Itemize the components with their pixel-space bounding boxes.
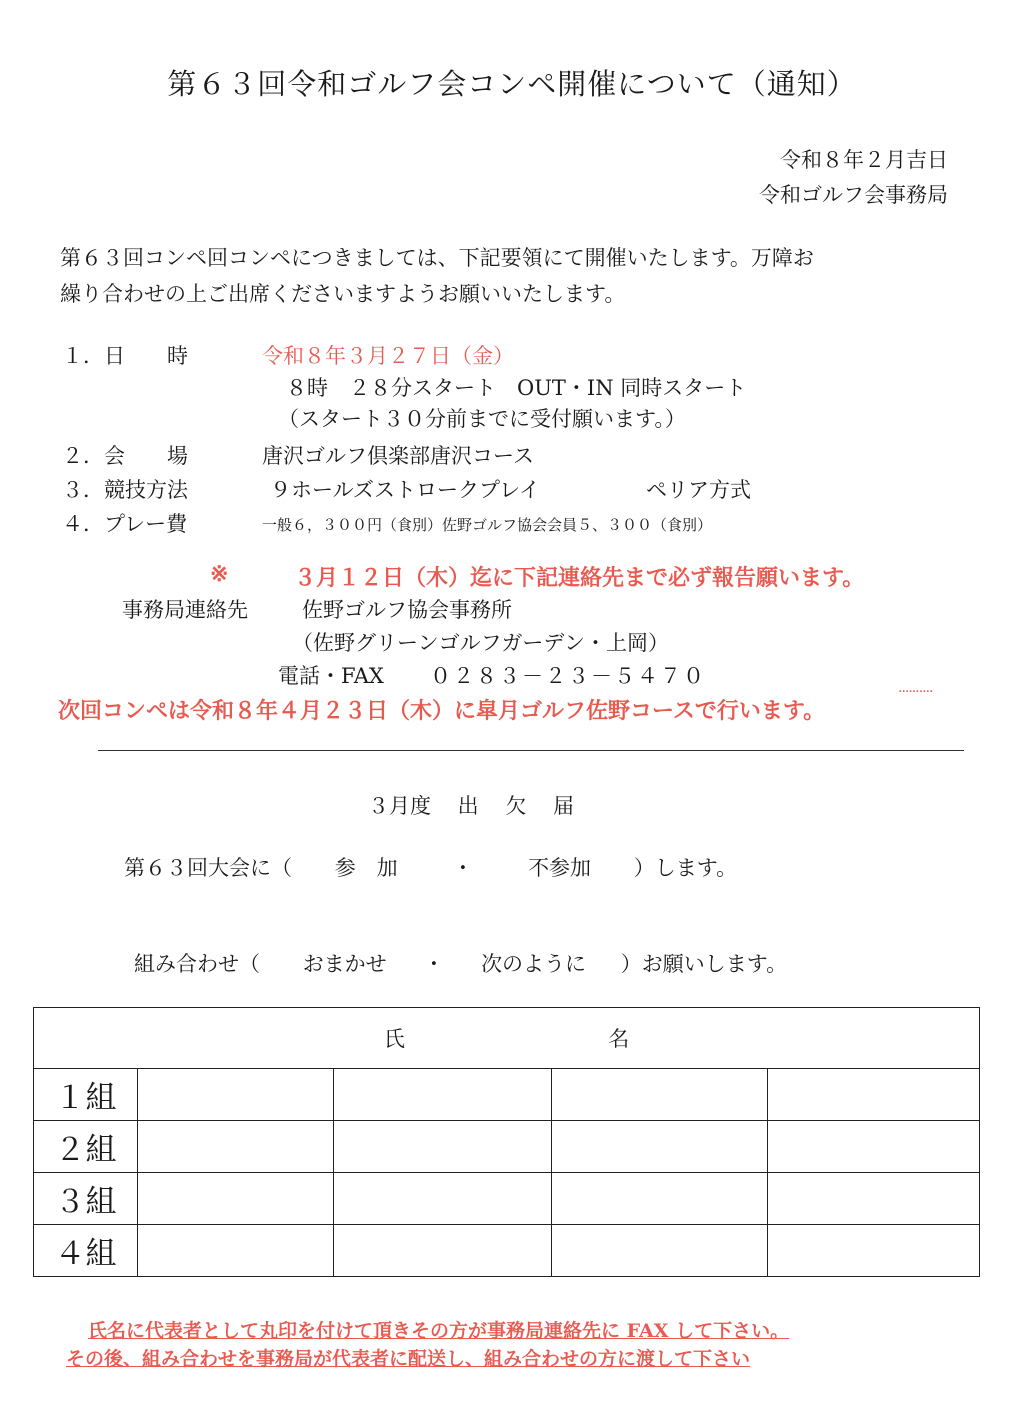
grouping-line: [134, 948, 787, 978]
contact-phone: ０２８３－２３－５４７０: [430, 664, 706, 688]
cut-line-divider: [98, 750, 964, 751]
name-cell[interactable]: [768, 1069, 980, 1121]
name-cell[interactable]: [334, 1225, 552, 1277]
table-header-surname: 氏: [383, 1027, 405, 1051]
item-venue: [0, 440, 1024, 476]
notice-mark: ※: [210, 561, 229, 587]
name-cell[interactable]: [334, 1173, 552, 1225]
name-cell[interactable]: [138, 1173, 334, 1225]
name-cell[interactable]: [552, 1225, 768, 1277]
table-row: [34, 1069, 980, 1121]
group-label: ３組: [34, 1173, 138, 1225]
item-start-time: ８時 ２８分スタート OUT・IN 同時スタート: [286, 376, 747, 400]
grouping-table: [33, 1007, 980, 1277]
issue-date: 令和８年２月吉日: [780, 148, 948, 172]
group-label: １組: [34, 1069, 138, 1121]
grouping-prefix: 組み合わせ（: [134, 952, 260, 976]
contact-phone-label: 電話・FAX: [278, 664, 384, 688]
form-title: ３月度 出 欠 届: [368, 794, 575, 818]
grouping-suffix: ）お願いします。: [620, 952, 788, 976]
attendance-line: [124, 852, 737, 882]
grouping-manual-option[interactable]: 次のように: [481, 952, 587, 976]
item-fee-value: 一般６，３００円（食別）佐野ゴルフ協会会員５、３００（食別）: [262, 516, 713, 534]
name-cell[interactable]: [334, 1121, 552, 1173]
item-venue-value: 唐沢ゴルフ倶楽部唐沢コース: [262, 444, 534, 468]
issuer: 令和ゴルフ会事務局: [759, 183, 948, 207]
footer-note-2: その後、組み合わせを事務局が代表者に配送し、組み合わせの方に渡して下さい: [66, 1348, 751, 1370]
attendance-prefix: 第６３回大会に（: [124, 856, 292, 880]
notice-deadline: ３月１２日（木）迄に下記連絡先まで必ず報告願います。: [294, 565, 865, 591]
name-cell[interactable]: [334, 1069, 552, 1121]
name-cell[interactable]: [768, 1121, 980, 1173]
item-venue-label: ２．会 場: [62, 444, 188, 468]
item-fee: [0, 508, 1024, 544]
page-title: 第６３回令和ゴルフ会コンペ開催について（通知）: [167, 67, 857, 101]
name-cell[interactable]: [138, 1121, 334, 1173]
group-label: ２組: [34, 1121, 138, 1173]
not-attend-option[interactable]: 不参加: [528, 856, 592, 880]
name-cell[interactable]: [138, 1225, 334, 1277]
grouping-auto-option[interactable]: おまかせ: [302, 952, 387, 976]
contact-name: 佐野ゴルフ協会事務所: [302, 598, 512, 622]
intro-line-2: 繰り合わせの上ご出席くださいますようお願いいたします。: [60, 282, 626, 306]
footer-note-1: 氏名に代表者として丸印を付けて頂きその方が事務局連絡先に FAX して下さい。: [88, 1320, 790, 1342]
item-date: [0, 340, 1024, 376]
item-fee-label: ４．プレー費: [62, 512, 188, 536]
group-label: ４組: [34, 1225, 138, 1277]
item-date-value: 令和８年３月２７日（金）: [262, 344, 514, 368]
attendance-suffix: ）します。: [633, 856, 738, 880]
item-reception-note: （スタート３０分前までに受付願います。）: [278, 407, 686, 431]
table-header-name: 名: [608, 1027, 630, 1051]
name-cell[interactable]: [552, 1069, 768, 1121]
attend-option[interactable]: 参 加: [334, 856, 398, 880]
attendance-separator: ・: [452, 856, 474, 880]
grouping-separator: ・: [423, 952, 445, 976]
name-cell[interactable]: [138, 1069, 334, 1121]
table-header-cell: [34, 1008, 980, 1069]
contact-sub: （佐野グリーンゴルフガーデン・上岡）: [292, 631, 669, 655]
name-cell[interactable]: [552, 1121, 768, 1173]
table-row: [34, 1173, 980, 1225]
name-cell[interactable]: [768, 1173, 980, 1225]
item-method-label: ３．競技方法: [62, 478, 188, 502]
item-method: [0, 474, 1024, 510]
emphasis-dots: ..........: [898, 680, 933, 696]
item-date-label: １．日 時: [62, 344, 188, 368]
item-method-value: ９ホールズストロークプレイ: [270, 478, 541, 502]
name-cell[interactable]: [552, 1173, 768, 1225]
table-row: [34, 1121, 980, 1173]
name-cell[interactable]: [768, 1225, 980, 1277]
intro-paragraph: [60, 240, 814, 312]
intro-line-1: 第６３回コンペ回コンペにつきましては、下記要領にて開催いたします。万障お: [60, 246, 814, 270]
contact-label: 事務局連絡先: [122, 598, 248, 622]
table-row: [34, 1225, 980, 1277]
item-method-handicap: ペリア方式: [646, 478, 751, 502]
table-header-row: [34, 1008, 980, 1069]
next-event: 次回コンペは令和８年４月２３日（木）に皐月ゴルフ佐野コースで行います。: [58, 698, 826, 724]
